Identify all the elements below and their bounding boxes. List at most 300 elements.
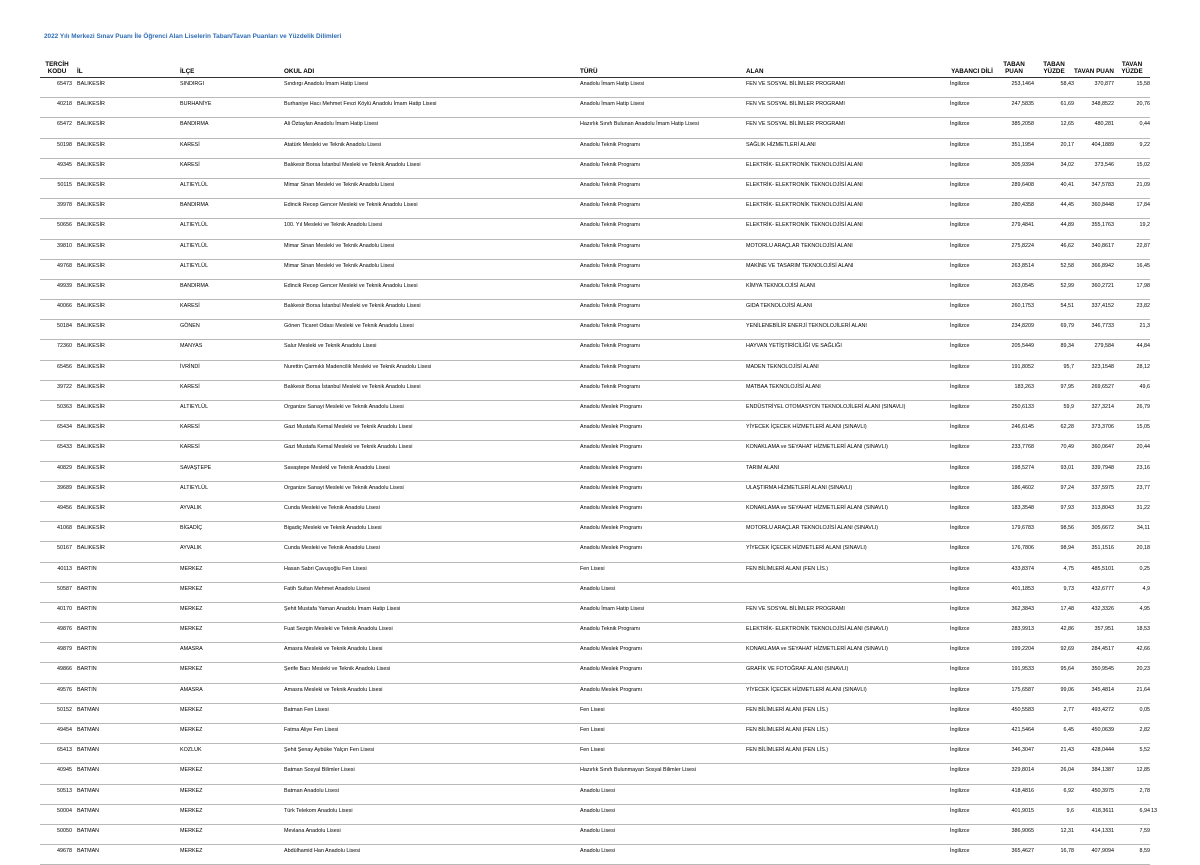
cell-okul: Fuat Sezgin Mesleki ve Teknik Anadolu Lisesi [284,623,580,643]
cell-taban-yuzde: 26,04 [1034,764,1074,784]
cell-il: BALIKESİR [74,199,180,219]
cell-turu: Anadolu Lisesi [580,784,746,804]
cell-il: BALIKESİR [74,178,180,198]
cell-taban-yuzde: 95,64 [1034,663,1074,683]
cell-ilce: BANDIRMA [180,118,284,138]
cell-tavan-puan: 357,951 [1074,623,1114,643]
table-row [40,683,1150,703]
cell-dil: İngilizce [950,279,994,299]
cell-turu: Anadolu Teknik Programı [580,360,746,380]
cell-kod: 50656 [40,219,74,239]
cell-dil: İngilizce [950,401,994,421]
cell-turu: Anadolu İmam Hatip Lisesi [580,98,746,118]
cell-alan: MADEN TEKNOLOJİSİ ALANI [746,360,950,380]
cell-turu: Anadolu Meslek Programı [580,501,746,521]
cell-alan: SAĞLIK HİZMETLERİ ALANI [746,138,950,158]
cell-tavan-yuzde: 4,95 [1114,602,1150,622]
cell-alan: ELEKTRİK- ELEKTRONİK TEKNOLOJİSİ ALANI [746,199,950,219]
cell-taban-puan: 234,8209 [994,320,1034,340]
cell-okul: Edincik Recep Gencer Mesleki ve Teknik Anadolu Lisesi [284,279,580,299]
cell-tavan-puan: 493,4272 [1074,703,1114,723]
cell-tavan-puan: 323,1548 [1074,360,1114,380]
cell-alan: FEN VE SOSYAL BİLİMLER PROGRAMI [746,602,950,622]
table-row [40,602,1150,622]
cell-dil: İngilizce [950,259,994,279]
cell-il: BARTIN [74,683,180,703]
cell-ilce: ALTIEYLÜL [180,259,284,279]
cell-turu: Anadolu Meslek Programı [580,401,746,421]
cell-alan: MATBAA TEKNOLOJİSİ ALANI [746,380,950,400]
cell-ilce: ALTIEYLÜL [180,219,284,239]
cell-taban-yuzde: 4,75 [1034,562,1074,582]
cell-dil: İngilizce [950,643,994,663]
cell-tavan-yuzde: 20,23 [1114,663,1150,683]
cell-alan: KİMYA TEKNOLOJİSİ ALANI [746,279,950,299]
cell-kod: 49456 [40,501,74,521]
cell-taban-puan: 199,2204 [994,643,1034,663]
cell-taban-yuzde: 6,45 [1034,724,1074,744]
header-ilce: İLÇE [180,54,284,78]
cell-dil: İngilizce [950,501,994,521]
cell-taban-puan: 175,6587 [994,683,1034,703]
cell-taban-puan: 253,1464 [994,78,1034,98]
cell-dil: İngilizce [950,380,994,400]
cell-okul: Balıkesir Borsa İstanbul Mesleki ve Teknik Anadolu Lisesi [284,158,580,178]
cell-ilce: MERKEZ [180,724,284,744]
cell-turu: Anadolu Lisesi [580,582,746,602]
cell-il: BATMAN [74,784,180,804]
cell-turu: Anadolu Teknik Programı [580,279,746,299]
cell-ilce: MERKEZ [180,784,284,804]
cell-dil: İngilizce [950,764,994,784]
cell-taban-yuzde: 59,9 [1034,401,1074,421]
cell-ilce: KARESİ [180,158,284,178]
cell-taban-yuzde: 69,79 [1034,320,1074,340]
cell-tavan-yuzde: 0,25 [1114,562,1150,582]
cell-tavan-puan: 284,4517 [1074,643,1114,663]
cell-taban-puan: 260,1753 [994,300,1034,320]
cell-kod: 65413 [40,744,74,764]
cell-okul: Gazi Mustafa Kemal Mesleki ve Teknik Anadolu Lisesi [284,421,580,441]
cell-okul: Gazi Mustafa Kemal Mesleki ve Teknik Anadolu Lisesi [284,441,580,461]
cell-taban-yuzde: 17,48 [1034,602,1074,622]
cell-taban-puan: 385,2058 [994,118,1034,138]
cell-kod: 49768 [40,259,74,279]
cell-kod: 49876 [40,623,74,643]
cell-turu: Anadolu Teknik Programı [580,300,746,320]
cell-turu: Anadolu İmam Hatip Lisesi [580,78,746,98]
cell-tavan-puan: 339,7948 [1074,461,1114,481]
header-taban-yuzde: TABAN YÜZDE [1034,54,1074,78]
cell-okul: Sındırgı Anadolu İmam Hatip Lisesi [284,78,580,98]
cell-okul: 100. Yıl Mesleki ve Teknik Anadolu Lisesi [284,219,580,239]
cell-kod: 40829 [40,461,74,481]
cell-ilce: SINDIRGI [180,78,284,98]
table-row [40,703,1150,723]
cell-tavan-puan: 346,7733 [1074,320,1114,340]
cell-tavan-yuzde: 21,64 [1114,683,1150,703]
cell-il: BARTIN [74,643,180,663]
cell-turu: Anadolu Lisesi [580,824,746,844]
cell-dil: İngilizce [950,602,994,622]
cell-taban-puan: 179,6783 [994,522,1034,542]
cell-kod: 50363 [40,401,74,421]
table-row [40,239,1150,259]
cell-dil: İngilizce [950,239,994,259]
cell-taban-puan: 401,9015 [994,804,1034,824]
cell-ilce: MERKEZ [180,845,284,865]
cell-taban-puan: 283,9913 [994,623,1034,643]
cell-taban-yuzde: 40,41 [1034,178,1074,198]
cell-alan [746,582,950,602]
cell-okul: Şehit Mustafa Yaman Anadolu İmam Hatip Lisesi [284,602,580,622]
cell-il: BATMAN [74,744,180,764]
cell-okul: Bigadiç Mesleki ve Teknik Anadolu Lisesi [284,522,580,542]
cell-turu: Hazırlık Sınıfı Bulunan Anadolu İmam Hatip Lisesi [580,118,746,138]
cell-turu: Anadolu Teknik Programı [580,138,746,158]
cell-alan: ELEKTRİK- ELEKTRONİK TEKNOLOJİSİ ALANI [746,219,950,239]
cell-taban-puan: 305,9394 [994,158,1034,178]
cell-dil: İngilizce [950,582,994,602]
cell-tavan-yuzde: 4,9 [1114,582,1150,602]
cell-okul: Batman Fen Lisesi [284,703,580,723]
cell-turu: Fen Lisesi [580,562,746,582]
cell-kod: 50198 [40,138,74,158]
cell-taban-yuzde: 62,28 [1034,421,1074,441]
cell-kod: 72360 [40,340,74,360]
cell-tavan-puan: 347,5783 [1074,178,1114,198]
cell-dil: İngilizce [950,481,994,501]
table-row [40,623,1150,643]
cell-ilce: MERKEZ [180,804,284,824]
cell-tavan-puan: 485,5101 [1074,562,1114,582]
cell-kod: 40218 [40,98,74,118]
cell-taban-puan: 346,3047 [994,744,1034,764]
header-taban-puan: TABAN PUAN [994,54,1034,78]
cell-alan [746,764,950,784]
cell-dil: İngilizce [950,663,994,683]
table-row [40,663,1150,683]
cell-alan: TARIM ALANI [746,461,950,481]
cell-dil: İngilizce [950,320,994,340]
cell-okul: Şehit Şenay Aybüke Yalçın Fen Lisesi [284,744,580,764]
cell-alan: KONAKLAMA ve SEYAHAT HİZMETLERİ ALANI (SINAVLI) [746,643,950,663]
cell-turu: Anadolu Teknik Programı [580,239,746,259]
cell-tavan-yuzde: 22,87 [1114,239,1150,259]
cell-tavan-puan: 269,6527 [1074,380,1114,400]
cell-turu: Anadolu Teknik Programı [580,623,746,643]
cell-taban-puan: 205,5449 [994,340,1034,360]
cell-ilce: KARESİ [180,380,284,400]
table-row [40,824,1150,844]
cell-tavan-yuzde: 34,11 [1114,522,1150,542]
cell-tavan-puan: 279,584 [1074,340,1114,360]
table-row [40,562,1150,582]
cell-alan: ELEKTRİK- ELEKTRONİK TEKNOLOJİSİ ALANI (SINAVLI) [746,623,950,643]
cell-il: BALIKESİR [74,239,180,259]
cell-turu: Anadolu Teknik Programı [580,320,746,340]
cell-ilce: MERKEZ [180,824,284,844]
cell-kod: 50152 [40,703,74,723]
cell-tavan-puan: 480,281 [1074,118,1114,138]
cell-tavan-yuzde: 20,76 [1114,98,1150,118]
cell-dil: İngilizce [950,542,994,562]
cell-il: BALIKESİR [74,461,180,481]
table-row [40,804,1150,824]
cell-alan: YİYECEK İÇECEK HİZMETLERİ ALANI (SINAVLI) [746,683,950,703]
cell-alan: FEN VE SOSYAL BİLİMLER PROGRAMI [746,98,950,118]
cell-dil: İngilizce [950,522,994,542]
cell-tavan-yuzde: 49,6 [1114,380,1150,400]
cell-tavan-puan: 432,3326 [1074,602,1114,622]
cell-ilce: MERKEZ [180,764,284,784]
cell-alan: FEN BİLİMLERİ ALANI (FEN LİS.) [746,724,950,744]
cell-tavan-yuzde: 5,52 [1114,744,1150,764]
cell-kod: 50050 [40,824,74,844]
cell-dil: İngilizce [950,158,994,178]
cell-taban-yuzde: 9,73 [1034,582,1074,602]
table-row [40,178,1150,198]
cell-taban-puan: 433,8374 [994,562,1034,582]
cell-kod: 41068 [40,522,74,542]
cell-alan [746,824,950,844]
page-title: 2022 Yılı Merkezi Sınav Puanı İle Öğrenci Alan Liselerin Taban/Tavan Puanları ve Yüzdelik Dilimleri [44,33,342,40]
cell-tavan-yuzde: 2,82 [1114,724,1150,744]
cell-okul: Organize Sanayi Mesleki ve Teknik Anadolu Lisesi [284,481,580,501]
cell-taban-puan: 289,6408 [994,178,1034,198]
cell-ilce: AYVALIK [180,501,284,521]
cell-taban-puan: 279,4841 [994,219,1034,239]
cell-taban-puan: 183,263 [994,380,1034,400]
cell-taban-puan: 401,1853 [994,582,1034,602]
cell-okul: Burhaniye Hacı Mehmet Fevzi Köylü Anadolu İmam Hatip Lisesi [284,98,580,118]
cell-dil: İngilizce [950,683,994,703]
cell-tavan-puan: 337,4152 [1074,300,1114,320]
cell-okul: Mevlana Anadolu Lisesi [284,824,580,844]
cell-okul: Cunda Mesleki ve Teknik Anadolu Lisesi [284,501,580,521]
cell-turu: Anadolu Meslek Programı [580,461,746,481]
cell-ilce: MERKEZ [180,663,284,683]
cell-taban-yuzde: 16,78 [1034,845,1074,865]
cell-turu: Anadolu Meslek Programı [580,683,746,703]
cell-ilce: ALTIEYLÜL [180,239,284,259]
table-row [40,279,1150,299]
cell-tavan-yuzde: 15,02 [1114,158,1150,178]
cell-tavan-yuzde: 21,09 [1114,178,1150,198]
cell-taban-puan: 421,5464 [994,724,1034,744]
cell-tavan-yuzde: 23,77 [1114,481,1150,501]
cell-dil: İngilizce [950,784,994,804]
table-row [40,784,1150,804]
cell-ilce: AYVALIK [180,542,284,562]
cell-alan: FEN BİLİMLERİ ALANI (FEN LİS.) [746,562,950,582]
cell-il: BALIKESİR [74,279,180,299]
cell-okul: Mimar Sinan Mesleki ve Teknik Anadolu Lisesi [284,259,580,279]
cell-il: BARTIN [74,623,180,643]
cell-alan: ENDÜSTRİYEL OTOMASYON TEKNOLOJİLERİ ALANI (SINAVLI) [746,401,950,421]
cell-kod: 50004 [40,804,74,824]
cell-il: BARTIN [74,582,180,602]
cell-turu: Anadolu Meslek Programı [580,481,746,501]
cell-taban-puan: 263,0545 [994,279,1034,299]
cell-kod: 40170 [40,602,74,622]
cell-dil: İngilizce [950,562,994,582]
table-row [40,199,1150,219]
table-row [40,320,1150,340]
cell-ilce: MERKEZ [180,703,284,723]
cell-taban-yuzde: 52,99 [1034,279,1074,299]
cell-okul: Gönen Ticaret Odası Mesleki ve Teknik Anadolu Lisesi [284,320,580,340]
cell-taban-yuzde: 12,31 [1034,824,1074,844]
cell-okul: Amasra Mesleki ve Teknik Anadolu Lisesi [284,683,580,703]
table-row [40,542,1150,562]
cell-il: BARTIN [74,602,180,622]
cell-il: BARTIN [74,663,180,683]
cell-kod: 39978 [40,199,74,219]
cell-turu: Anadolu Teknik Programı [580,199,746,219]
cell-ilce: BANDIRMA [180,279,284,299]
cell-taban-puan: 450,5583 [994,703,1034,723]
cell-tavan-puan: 360,2721 [1074,279,1114,299]
cell-turu: Anadolu İmam Hatip Lisesi [580,602,746,622]
cell-il: BALIKESİR [74,340,180,360]
cell-taban-puan: 246,6145 [994,421,1034,441]
cell-alan: GIDA TEKNOLOJİSİ ALANI [746,300,950,320]
cell-il: BATMAN [74,764,180,784]
table-row [40,360,1150,380]
header-tavan-puan: TAVAN PUAN [1074,54,1114,78]
cell-il: BALIKESİR [74,98,180,118]
table-body [40,78,1150,865]
cell-taban-puan: 183,3548 [994,501,1034,521]
cell-dil: İngilizce [950,178,994,198]
cell-taban-yuzde: 6,92 [1034,784,1074,804]
cell-kod: 49345 [40,158,74,178]
cell-il: BATMAN [74,804,180,824]
cell-alan: MAKİNE VE TASARIM TEKNOLOJİSİ ALANI [746,259,950,279]
cell-taban-yuzde: 93,01 [1034,461,1074,481]
cell-turu: Anadolu Teknik Programı [580,219,746,239]
cell-il: BALIKESİR [74,542,180,562]
cell-taban-yuzde: 92,69 [1034,643,1074,663]
cell-kod: 65473 [40,78,74,98]
cell-okul: Abdülhamid Han Anadolu Lisesi [284,845,580,865]
cell-taban-yuzde: 97,93 [1034,501,1074,521]
cell-tavan-puan: 450,3975 [1074,784,1114,804]
cell-okul: Edincik Recep Gencer Mesleki ve Teknik Anadolu Lisesi [284,199,580,219]
cell-tavan-yuzde: 15,58 [1114,78,1150,98]
cell-taban-puan: 351,1954 [994,138,1034,158]
cell-turu: Anadolu Lisesi [580,845,746,865]
cell-tavan-puan: 407,9094 [1074,845,1114,865]
cell-dil: İngilizce [950,703,994,723]
cell-ilce: BURHANİYE [180,98,284,118]
cell-alan: YİYECEK İÇECEK HİZMETLERİ ALANI (SINAVLI) [746,421,950,441]
cell-taban-yuzde: 58,43 [1034,78,1074,98]
cell-tavan-puan: 450,0639 [1074,724,1114,744]
header-alan: ALAN [746,54,950,78]
cell-taban-yuzde: 95,7 [1034,360,1074,380]
header-dil: YABANCI DİLİ [950,54,994,78]
cell-okul: Şerife Bacı Mesleki ve Teknik Anadolu Lisesi [284,663,580,683]
cell-il: BARTIN [74,562,180,582]
table-row [40,643,1150,663]
cell-taban-yuzde: 34,02 [1034,158,1074,178]
cell-kod: 39689 [40,481,74,501]
cell-kod: 50184 [40,320,74,340]
cell-ilce: ALTIEYLÜL [180,481,284,501]
cell-dil: İngilizce [950,845,994,865]
cell-ilce: KARESİ [180,441,284,461]
cell-tavan-yuzde: 6,94 [1114,804,1150,824]
cell-turu: Hazırlık Sınıfı Bulunmayan Sosyal Bilimler Lisesi [580,764,746,784]
cell-turu: Anadolu Teknik Programı [580,178,746,198]
cell-kod: 49866 [40,663,74,683]
cell-alan: ELEKTRİK- ELEKTRONİK TEKNOLOJİSİ ALANI [746,158,950,178]
cell-tavan-yuzde: 7,59 [1114,824,1150,844]
cell-kod: 65472 [40,118,74,138]
cell-tavan-yuzde: 20,44 [1114,441,1150,461]
cell-tavan-yuzde: 21,3 [1114,320,1150,340]
cell-kod: 49879 [40,643,74,663]
cell-alan: YİYECEK İÇECEK HİZMETLERİ ALANI (SINAVLI) [746,542,950,562]
cell-tavan-yuzde: 31,22 [1114,501,1150,521]
cell-taban-puan: 365,4627 [994,845,1034,865]
cell-tavan-puan: 348,8522 [1074,98,1114,118]
cell-okul: Savaştepe Meslekİ ve Teknik Anadolu Lisesi [284,461,580,481]
cell-turu: Fen Lisesi [580,744,746,764]
cell-taban-puan: 176,7806 [994,542,1034,562]
table-row [40,421,1150,441]
cell-tavan-puan: 305,6672 [1074,522,1114,542]
cell-okul: Amasra Mesleki ve Teknik Anadolu Lisesi [284,643,580,663]
cell-tavan-puan: 337,5975 [1074,481,1114,501]
cell-tavan-yuzde: 44,84 [1114,340,1150,360]
cell-dil: İngilizce [950,340,994,360]
cell-tavan-yuzde: 0,44 [1114,118,1150,138]
cell-tavan-yuzde: 2,78 [1114,784,1150,804]
cell-dil: İngilizce [950,118,994,138]
cell-taban-puan: 233,7768 [994,441,1034,461]
cell-il: BALIKESİR [74,421,180,441]
cell-taban-puan: 191,8052 [994,360,1034,380]
cell-dil: İngilizce [950,300,994,320]
cell-tavan-yuzde: 28,12 [1114,360,1150,380]
cell-dil: İngilizce [950,98,994,118]
table-row [40,461,1150,481]
cell-tavan-yuzde: 8,59 [1114,845,1150,865]
cell-kod: 40945 [40,764,74,784]
cell-tavan-puan: 404,1889 [1074,138,1114,158]
cell-taban-yuzde: 21,43 [1034,744,1074,764]
cell-ilce: KARESİ [180,138,284,158]
cell-taban-puan: 362,3843 [994,602,1034,622]
cell-tavan-puan: 345,4814 [1074,683,1114,703]
cell-kod: 65456 [40,360,74,380]
cell-taban-yuzde: 70,49 [1034,441,1074,461]
cell-turu: Fen Lisesi [580,724,746,744]
cell-kod: 40113 [40,562,74,582]
cell-ilce: BANDIRMA [180,199,284,219]
cell-tavan-yuzde: 16,45 [1114,259,1150,279]
cell-dil: İngilizce [950,421,994,441]
cell-dil: İngilizce [950,441,994,461]
school-score-table [40,54,1150,865]
cell-ilce: İVRİNDİ [180,360,284,380]
table-row [40,118,1150,138]
cell-okul: Batman Sosyal Bilimler Lisesi [284,764,580,784]
cell-okul: Türk Telekom Anadolu Lisesi [284,804,580,824]
